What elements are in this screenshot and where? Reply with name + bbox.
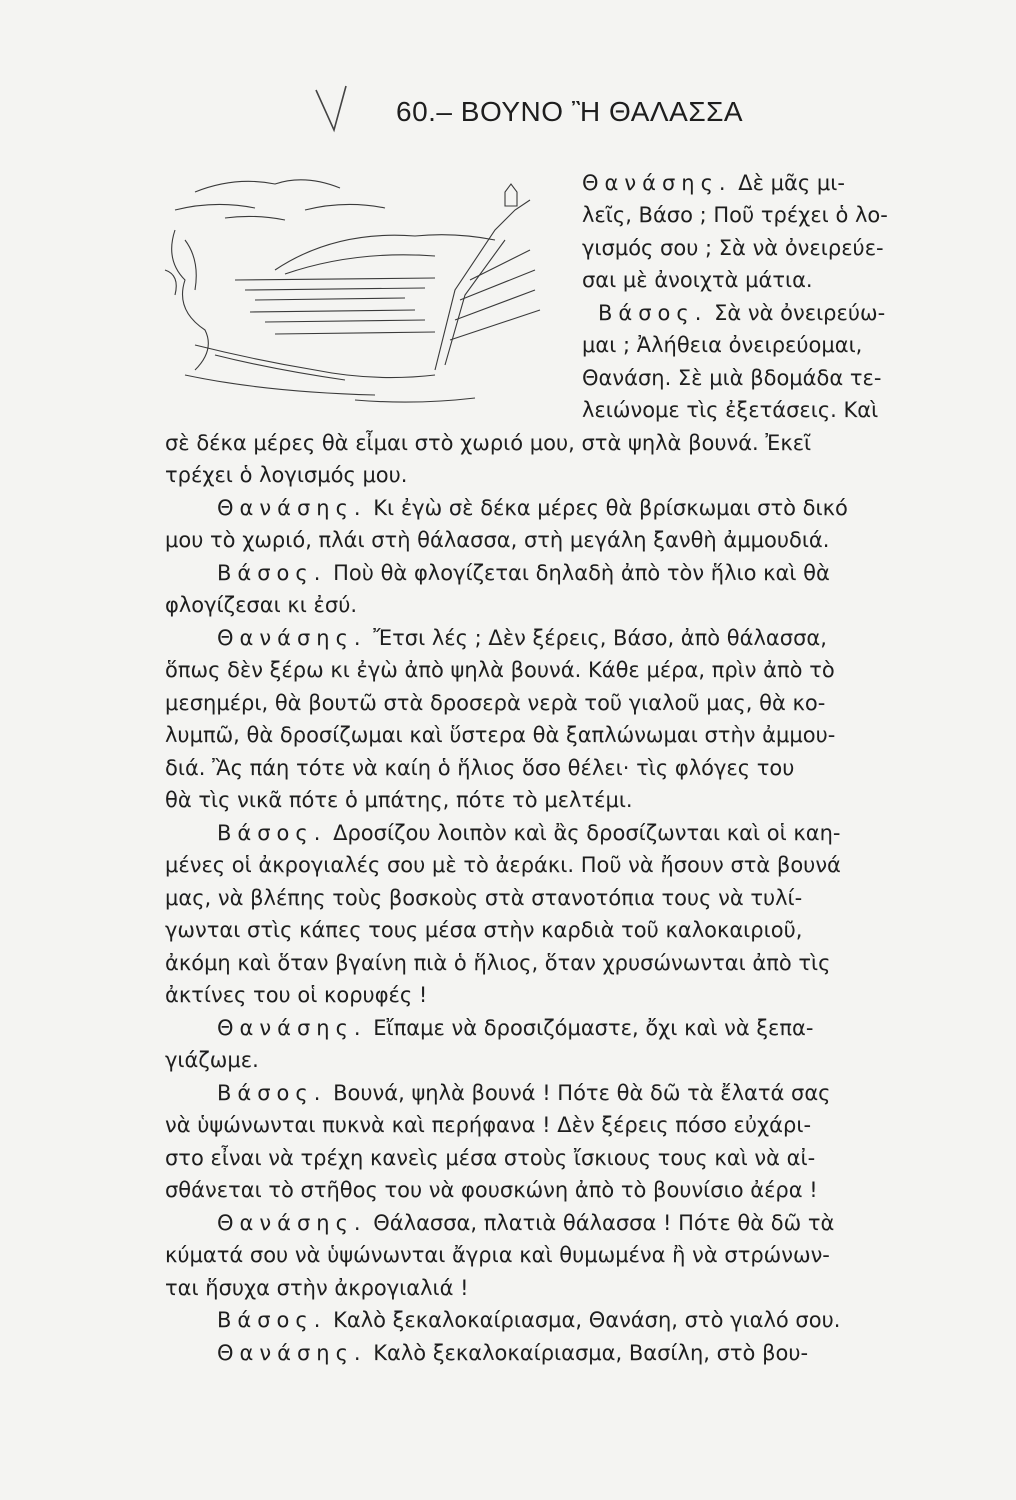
speaker-name: Θανάσης. [217,1211,367,1235]
speaker-name: Βάσος. [217,1081,327,1105]
page-title: 60.– ΒΟΥΝΟ Ἢ ΘΑΛΑΣΣΑ [396,96,744,127]
speaker-name: Βάσος. [217,821,327,845]
text-line: σὲ δέκα μέρες θὰ εἶμαι στὸ χωριό μου, στὰ ψηλὰ βουνά. Ἐκεῖ [165,431,812,455]
text-line: διά. Ἂς πάη τότε νὰ καίη ὁ ἥλιος ὅσο θέλει· τὶς φλόγες του [165,756,795,780]
text-line: ὅπως δὲν ξέρω κι ἐγὼ ἀπὸ ψηλὰ βουνά. Κάθε μέρα, πρὶν ἀπὸ τὸ [165,658,835,682]
text-line: Δροσίζου λοιπὸν καὶ ἂς δροσίζωνται καὶ οἱ καη- [333,821,841,845]
text-line: Ἔτσι λές ; Δὲν ξέρεις, Βάσο, ἀπὸ θάλασσα, [373,626,827,650]
text-line: λεῖς, Βάσο ; Ποῦ τρέχει ὁ λο- [582,203,888,227]
speaker-name: Θανάσης. [217,626,367,650]
coastal-landscape-illustration [155,170,555,405]
speaker-name: Θανάσης. [582,171,732,195]
text-line: λειώνομε τὶς ἐξετάσεις. Καὶ [582,398,879,422]
text-line: Θανάση. Σὲ μιὰ βδομάδα τε- [582,366,882,390]
text-line: μαι ; Ἀλήθεια ὀνειρεύομαι, [582,333,863,357]
text-line: μεσημέρι, θὰ βουτῶ στὰ δροσερὰ νερὰ τοῦ γιαλοῦ μας, θὰ κο- [165,691,826,715]
speaker-name: Βάσος. [598,301,708,325]
text-line: νὰ ὑψώνωνται πυκνὰ καὶ περήφανα ! Δὲν ξέρεις πόσο εὐχάρι- [165,1113,812,1137]
text-line: θὰ τὶς νικᾶ πότε ὁ μπάτης, πότε τὸ μελτέμι. [165,788,633,812]
text-line: σθάνεται τὸ στῆθος του νὰ φουσκώνη ἀπὸ τὸ βουνίσιο ἀέρα ! [165,1178,818,1202]
speaker-name: Θανάσης. [217,1341,367,1365]
check-mark [312,84,352,140]
text-line: κύματά σου νὰ ὑψώνωνται ἄγρια καὶ θυμωμένα ἢ νὰ στρώνων- [165,1243,830,1267]
text-line: γωνται στὶς κάπες τους μέσα στὴν καρδιὰ τοῦ καλοκαιριοῦ, [165,918,803,942]
text-line: γισμός σου ; Σὰ νὰ ὀνειρεύε- [582,236,884,260]
speaker-name: Βάσος. [217,561,327,585]
text-line: φλογίζεσαι κι ἐσύ. [165,593,358,617]
text-line: Καλὸ ξεκαλοκαίριασμα, Βασίλη, στὸ βου- [373,1341,809,1365]
text-line: σαι μὲ ἀνοιχτὰ μάτια. [582,268,813,292]
speaker-name: Βάσος. [217,1308,327,1332]
text-line: τρέχει ὁ λογισμός μου. [165,463,408,487]
text-line: Βουνά, ψηλὰ βουνά ! Πότε θὰ δῶ τὰ ἔλατά σας [333,1081,831,1105]
text-line: ται ἥσυχα στὴν ἀκρογιαλιά ! [165,1276,469,1300]
text-line: Θάλασσα, πλατιὰ θάλασσα ! Πότε θὰ δῶ τὰ [373,1211,835,1235]
text-line: Εἴπαμε νὰ δροσιζόμαστε, ὄχι καὶ νὰ ξεπα- [373,1016,814,1040]
speaker-name: Θανάσης. [217,496,367,520]
text-line: Κι ἐγὼ σὲ δέκα μέρες θὰ βρίσκωμαι στὸ δικό [373,496,848,520]
text-line: ἀκτίνες του οἱ κορυφές ! [165,983,428,1007]
text-line: Καλὸ ξεκαλοκαίριασμα, Θανάση, στὸ γιαλό σου. [333,1308,841,1332]
text-line: Σὰ νὰ ὀνειρεύω- [714,301,886,325]
text-line: μας, νὰ βλέπης τοὺς βοσκοὺς στὰ στανοτόπια τους νὰ τυλί- [165,886,803,910]
text-line: στο εἶναι νὰ τρέχη κανεὶς μέσα στοὺς ἴσκιους τους καὶ νὰ αἰ- [165,1146,816,1170]
speaker-name: Θανάσης. [217,1016,367,1040]
text-line: ἀκόμη καὶ ὅταν βγαίνη πιὰ ὁ ἥλιος, ὅταν χρυσώνωνται ἀπὸ τὶς [165,951,831,975]
text-line: Δὲ μᾶς μι- [738,171,845,195]
text-line: Ποὺ θὰ φλογίζεται δηλαδὴ ἀπὸ τὸν ἥλιο καὶ θὰ [333,561,830,585]
text-line: λυμπῶ, θὰ δροσίζωμαι καὶ ὕστερα θὰ ξαπλώνωμαι στὴν ἀμμου- [165,723,836,747]
text-line: γιάζωμε. [165,1048,259,1072]
text-line: μένες οἱ ἀκρογιαλές σου μὲ τὸ ἀεράκι. Ποῦ νὰ ἤσουν στὰ βουνά [165,853,841,877]
text-line: μου τὸ χωριό, πλάι στὴ θάλασσα, στὴ μεγάλη ξανθὴ ἀμμουδιά. [165,528,830,552]
